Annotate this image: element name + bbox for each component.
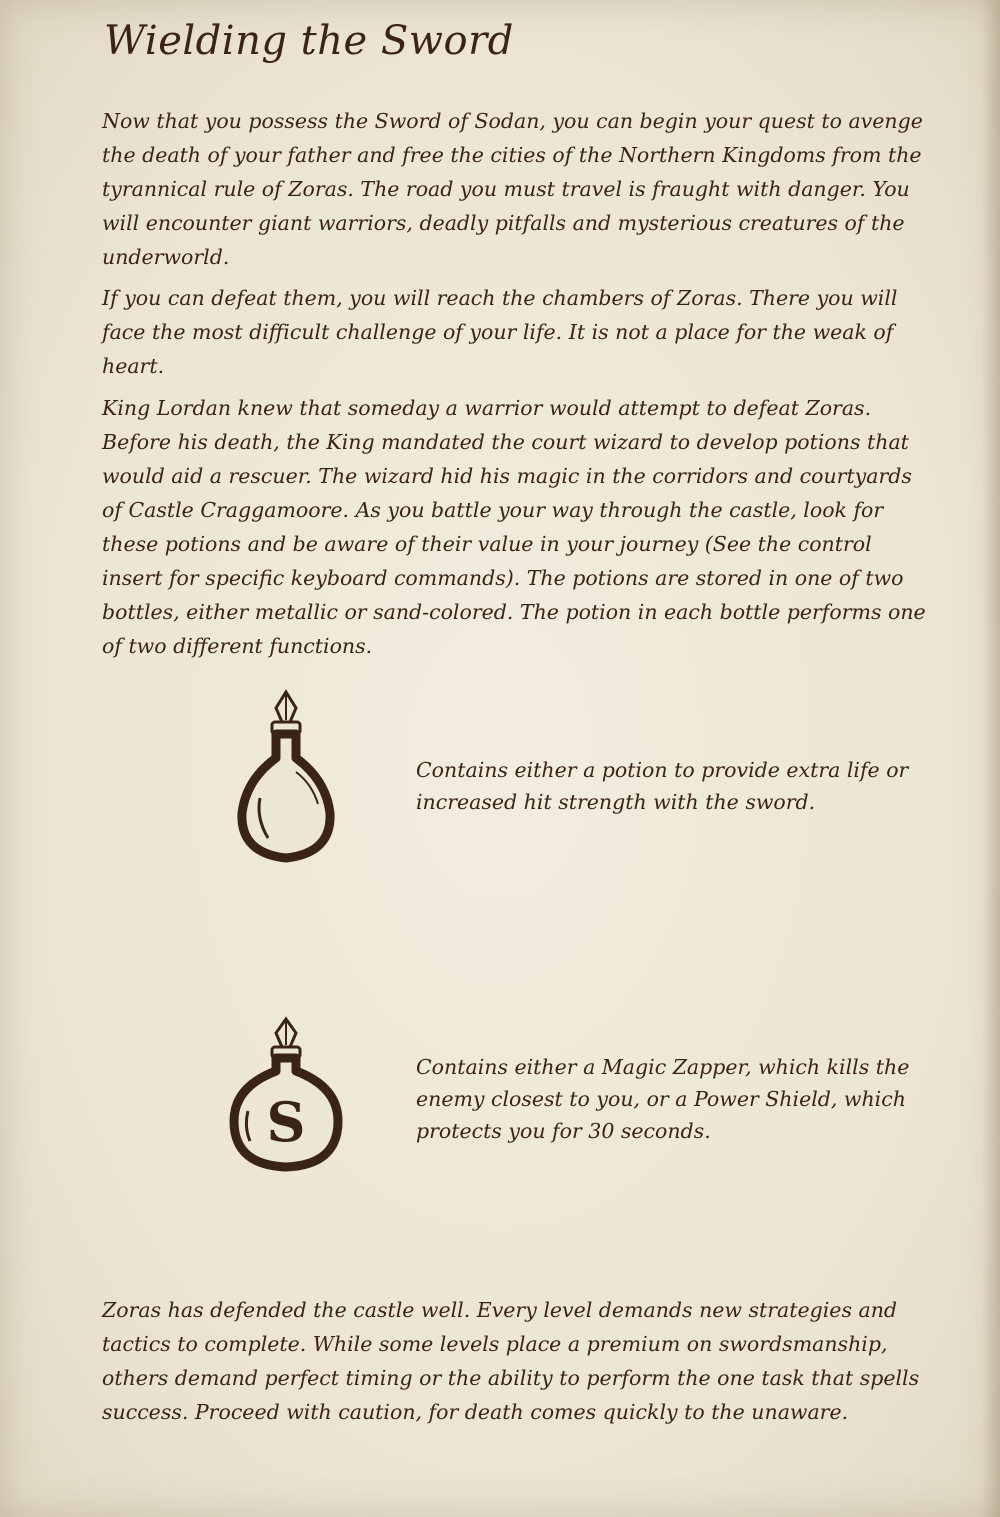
page-title: Wielding the Sword bbox=[104, 18, 514, 64]
svg-text:S: S bbox=[266, 1090, 306, 1154]
page-edge-shadow bbox=[982, 0, 1000, 1517]
s-marked-potion-bottle-icon bbox=[226, 1015, 346, 1175]
metallic-potion-entry bbox=[226, 688, 946, 863]
metallic-potion-description: Contains either a potion to provide extra life or increased hit strength with the sword. bbox=[416, 758, 909, 814]
challenge-paragraph: If you can defeat them, you will reach the chambers of Zoras. There you will face the most difficult challenge of your life. It is not a place for the weak of heart. bbox=[102, 286, 898, 378]
intro-paragraph: Now that you possess the Sword of Sodan, you can begin your quest to avenge the death of your father and free the cities of the Northern Kingdoms from the tyrannical rule of Zoras. The road you must travel is fraught with danger. You will encounter giant warriors, deadly pitfalls and mysterious creatures of the underworld. bbox=[102, 109, 923, 269]
closing-paragraph: Zoras has defended the castle well. Every level demands new strategies and tactics to complete. While some levels place a premium on swordsmanship, others demand perfect timing or the ability to perform the one task that spells success. Proceed with caution, for death comes quickly to the unaware. bbox=[102, 1298, 920, 1424]
potions-paragraph: King Lordan knew that someday a warrior would attempt to defeat Zoras. Before his death, the King mandated the court wizard to develop potions that would aid a rescuer. The wizard hid his magic in the corridors and courtyards of Castle Craggamoore. As you battle your way through the castle, look for these potions and be aware of their value in your journey (See the control insert for specific keyboard commands). The potions are stored in one of two bottles, either metallic or sand-colored. The potion in each bottle performs one of two different functions. bbox=[102, 396, 926, 658]
sand-potion-entry bbox=[226, 1015, 946, 1175]
metallic-potion-bottle-icon bbox=[226, 688, 346, 863]
sand-potion-description: Contains either a Magic Zapper, which kills the enemy closest to you, or a Power Shield, which protects you for 30 seconds. bbox=[416, 1055, 910, 1143]
